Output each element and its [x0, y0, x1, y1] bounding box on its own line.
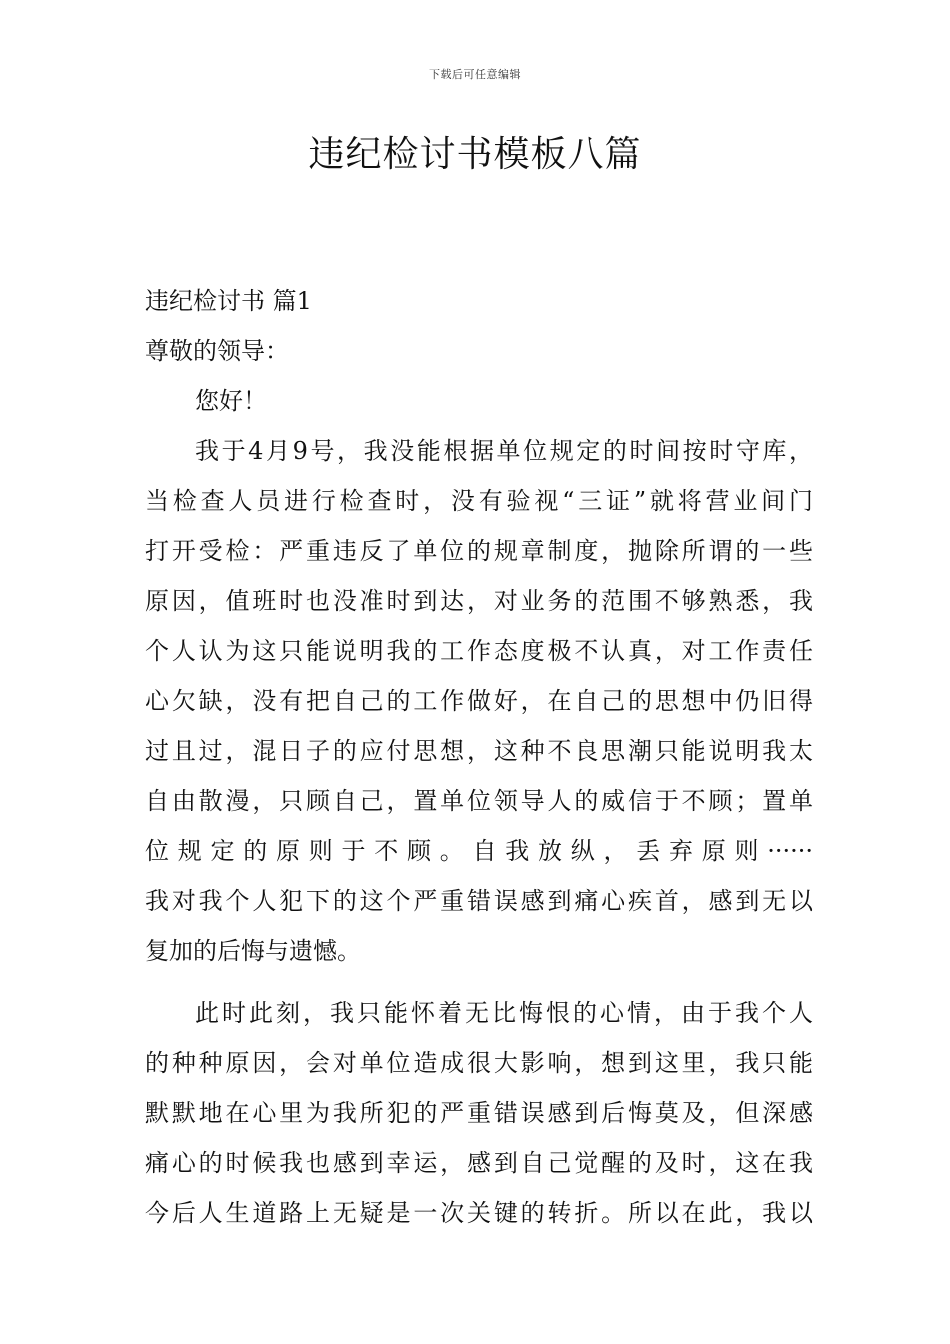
paragraph-line: 默默地在心里为我所犯的严重错误感到后悔莫及，但深感 [145, 1099, 813, 1127]
paragraph-line: 复加的后悔与遗憾。 [145, 937, 361, 965]
paragraph-2 [145, 988, 813, 1238]
paragraph-line: 位规定的原则于不顾。自我放纵，丢弃原则······ [145, 837, 813, 865]
paragraph-line: 我于4月9号，我没能根据单位规定的时间按时守库， [195, 437, 813, 465]
paragraph-line: 当检查人员进行检查时，没有验视“三证”就将营业间门 [145, 487, 813, 515]
paragraph-line: 今后人生道路上无疑是一次关键的转折。所以在此，我以 [145, 1199, 813, 1227]
paragraph-line: 痛心的时候我也感到幸运，感到自己觉醒的及时，这在我 [145, 1149, 813, 1177]
paragraph-line: 原因，值班时也没准时到达，对业务的范围不够熟悉，我 [145, 587, 813, 615]
paragraph-1 [145, 426, 813, 976]
salutation: 尊敬的领导： [145, 337, 289, 365]
greeting: 您好！ [195, 387, 267, 415]
paragraph-line: 过且过，混日子的应付思想，这种不良思潮只能说明我太 [145, 737, 813, 765]
document-title: 违纪检讨书模板八篇 [308, 134, 642, 175]
paragraph-line: 打开受检：严重违反了单位的规章制度，抛除所谓的一些 [145, 537, 813, 565]
header-note: 下载后可任意编辑 [429, 68, 521, 81]
paragraph-line: 的种种原因，会对单位造成很大影响，想到这里，我只能 [145, 1049, 813, 1077]
paragraph-line: 自由散漫，只顾自己，置单位领导人的威信于不顾；置单 [145, 787, 813, 815]
section-heading: 违纪检讨书 篇1 [145, 287, 312, 315]
paragraph-line: 个人认为这只能说明我的工作态度极不认真，对工作责任 [145, 637, 813, 665]
paragraph-line: 我对我个人犯下的这个严重错误感到痛心疾首，感到无以 [145, 887, 813, 915]
paragraph-line: 心欠缺，没有把自己的工作做好，在自己的思想中仍旧得 [145, 687, 813, 715]
paragraph-line: 此时此刻，我只能怀着无比悔恨的心情，由于我个人 [195, 999, 813, 1027]
document-body [145, 276, 813, 1238]
